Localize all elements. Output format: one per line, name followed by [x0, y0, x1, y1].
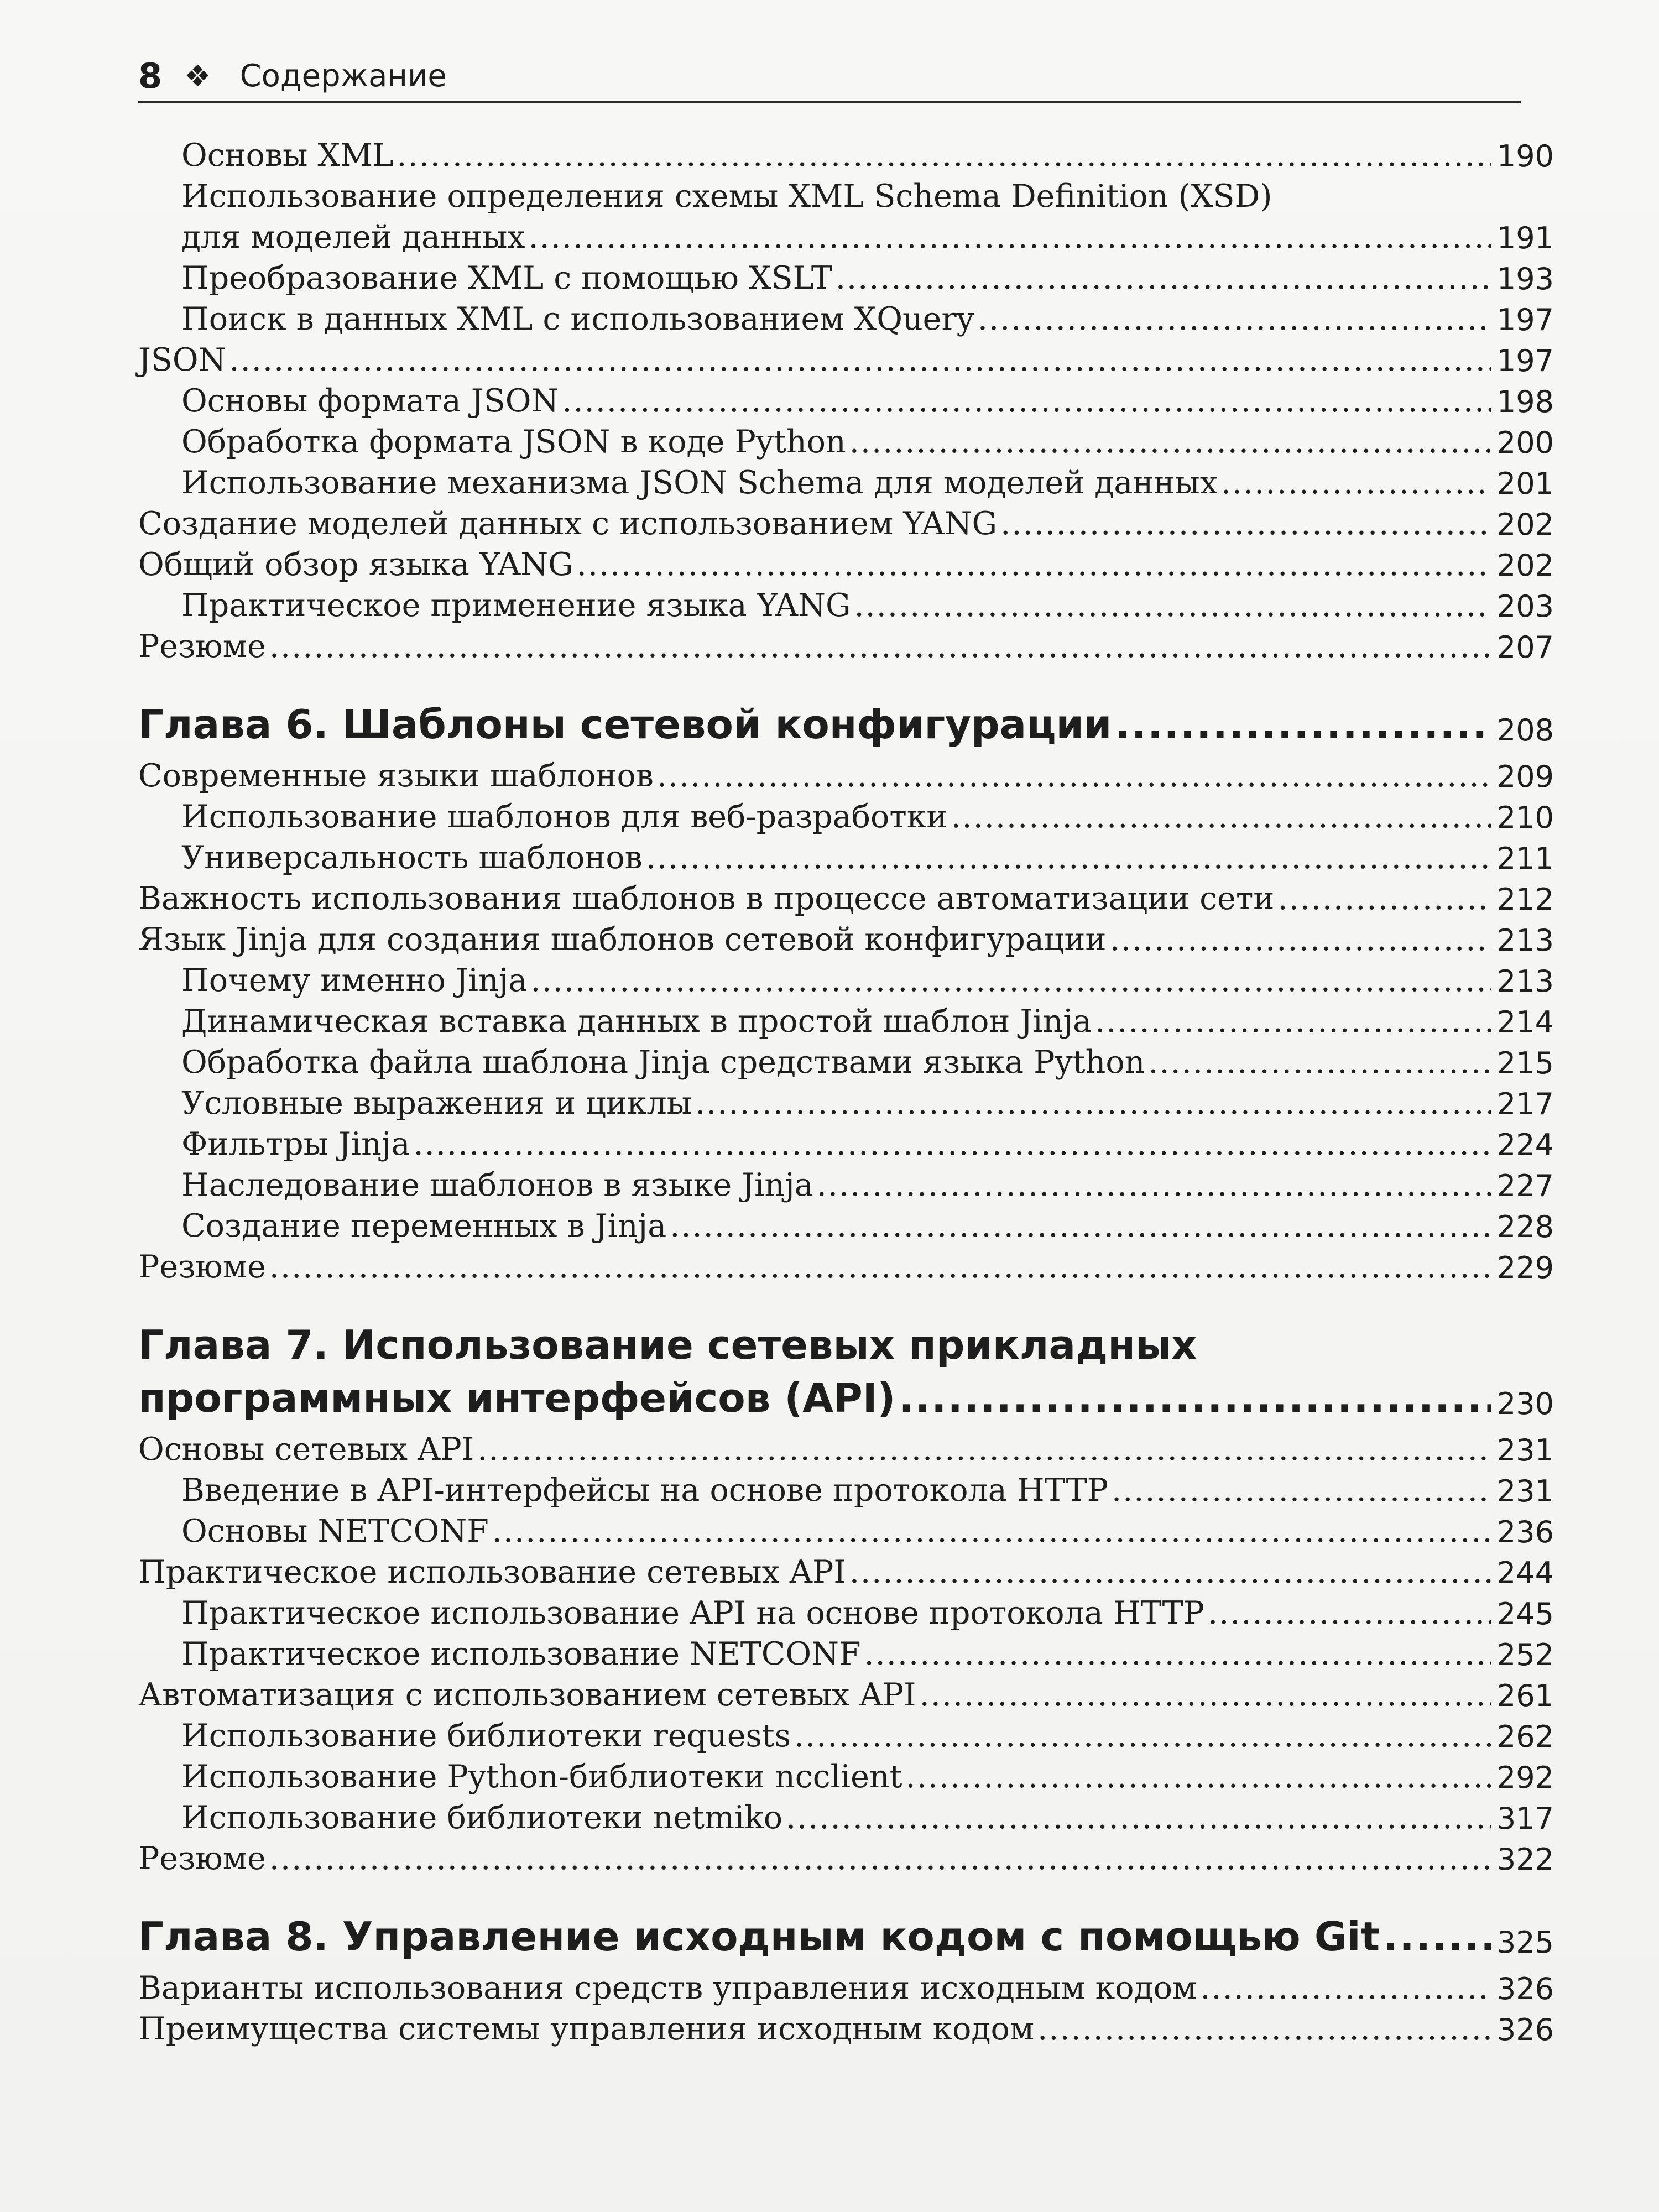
dot-leader	[577, 546, 1491, 583]
toc-entry-title: Важность использования шаблонов в процессе автоматизации сети	[138, 880, 1275, 917]
toc-entry	[138, 378, 1554, 419]
toc-entry-page: 227	[1496, 1168, 1554, 1203]
toc-entry-page: 229	[1496, 1250, 1554, 1285]
toc-entry-page: 197	[1496, 343, 1554, 378]
chapter-title: Глава 6. Шаблоны сетевой конфигурации	[138, 701, 1112, 748]
toc-entry-title: Основы NETCONF	[181, 1513, 489, 1550]
dot-leader	[1095, 1003, 1491, 1040]
dot-leader	[414, 1126, 1491, 1162]
toc-entry	[138, 1713, 1554, 1754]
toc-entry-title: Основы формата JSON	[181, 383, 559, 419]
dot-leader	[1112, 1472, 1491, 1509]
dot-leader	[695, 1085, 1491, 1121]
chapter-heading	[138, 1907, 1554, 1960]
dot-leader	[854, 587, 1491, 624]
toc-entry	[138, 1672, 1554, 1713]
toc-entry-title: Поиск в данных XML с использованием XQuery	[181, 301, 974, 337]
toc-entry-page: 197	[1496, 302, 1554, 337]
toc-entry	[138, 1162, 1554, 1203]
dot-leader	[1000, 505, 1491, 542]
dot-leader	[978, 301, 1491, 337]
dot-leader	[229, 342, 1491, 378]
toc-entry-page: 210	[1496, 800, 1554, 835]
toc-entry	[138, 1509, 1554, 1550]
toc-entry-title: Наследование шаблонов в языке Jinja	[181, 1167, 813, 1203]
toc-entry	[138, 1795, 1554, 1836]
toc-entry	[138, 1468, 1554, 1509]
toc-entry-title: Основы сетевых API	[138, 1431, 474, 1468]
toc-entry-page: 261	[1496, 1678, 1554, 1713]
dot-leader	[269, 1249, 1491, 1285]
table-of-contents	[138, 133, 1554, 2047]
dot-leader	[1200, 1970, 1491, 2006]
dot-leader	[657, 758, 1491, 794]
running-header	[138, 51, 1521, 103]
dot-leader	[529, 219, 1491, 255]
toc-entry	[138, 133, 1554, 174]
toc-entry-title: Практическое использование API на основе протокола HTTP	[181, 1595, 1205, 1631]
toc-entry-page: 215	[1496, 1046, 1554, 1081]
toc-entry-title: Практическое использование NETCONF	[181, 1636, 861, 1672]
toc-entry	[138, 1550, 1554, 1590]
dot-leader	[1148, 1044, 1491, 1081]
dot-leader	[646, 839, 1491, 876]
toc-entry	[138, 296, 1554, 337]
toc-entry	[138, 2006, 1554, 2047]
toc-entry	[138, 1427, 1554, 1468]
dot-leader	[1109, 921, 1491, 958]
chapter-page: 230	[1496, 1386, 1554, 1421]
toc-entry	[138, 174, 1554, 255]
toc-entry-page: 262	[1496, 1719, 1554, 1754]
dot-leader	[817, 1167, 1491, 1203]
chapter-title-line2: программных интерфейсов (API)	[138, 1375, 896, 1421]
toc-entry-title: Основы XML	[181, 137, 394, 174]
toc-entry-page: 245	[1496, 1597, 1554, 1631]
toc-entry-page: 213	[1496, 964, 1554, 999]
chapter-title: Глава 8. Управление исходным кодом с помощью Git	[138, 1913, 1380, 1960]
toc-entry-page: 200	[1496, 425, 1554, 460]
dot-leader	[269, 628, 1491, 665]
toc-entry-title: Использование механизма JSON Schema для моделей данных	[181, 465, 1218, 501]
toc-entry	[138, 835, 1554, 876]
dot-leader	[849, 1554, 1491, 1590]
toc-entry-page: 326	[1496, 2012, 1554, 2047]
dot-leader	[849, 424, 1491, 460]
toc-entry-title: Динамическая вставка данных в простой шаблон Jinja	[181, 1003, 1092, 1040]
chapter-page: 208	[1496, 713, 1554, 748]
toc-entry-page: 231	[1496, 1433, 1554, 1468]
chapter-heading	[138, 695, 1554, 748]
toc-entry-title: Универсальность шаблонов	[181, 839, 643, 876]
toc-entry-title: Варианты использования средств управления исходным кодом	[138, 1970, 1197, 2006]
dot-leader	[1115, 701, 1491, 748]
toc-entry	[138, 753, 1554, 794]
toc-entry-title: Использование библиотеки netmiko	[181, 1799, 783, 1836]
toc-entry-title: Создание моделей данных с использованием YANG	[138, 505, 998, 542]
toc-entry-page: 224	[1496, 1128, 1554, 1162]
toc-entry-page: 201	[1496, 466, 1554, 501]
dot-leader	[670, 1208, 1491, 1244]
toc-entry	[138, 1040, 1554, 1081]
toc-entry-title: Язык Jinja для создания шаблонов сетевой конфигурации	[138, 921, 1107, 958]
dot-leader	[836, 260, 1491, 296]
toc-entry	[138, 1965, 1554, 2006]
dot-leader	[1208, 1595, 1491, 1631]
toc-entry	[138, 876, 1554, 917]
toc-entry-page: 211	[1496, 841, 1554, 876]
toc-entry-title: Общий обзор языка YANG	[138, 546, 573, 583]
dot-leader	[1277, 880, 1491, 917]
toc-entry-title-line2: для моделей данных	[181, 219, 525, 255]
toc-entry	[138, 1631, 1554, 1672]
toc-entry-page: 198	[1496, 384, 1554, 419]
dot-leader	[397, 137, 1491, 174]
toc-entry-page: 252	[1496, 1637, 1554, 1672]
toc-entry-title: Почему именно Jinja	[181, 962, 528, 999]
dot-leader	[905, 1759, 1491, 1795]
toc-entry-title: Резюме	[138, 1249, 266, 1285]
toc-entry	[138, 1081, 1554, 1121]
toc-entry-page: 212	[1496, 882, 1554, 917]
dot-leader	[530, 962, 1491, 999]
toc-entry-page: 244	[1496, 1556, 1554, 1590]
dot-leader	[864, 1636, 1491, 1672]
toc-entry-page: 214	[1496, 1005, 1554, 1040]
toc-entry-page: 228	[1496, 1209, 1554, 1244]
toc-entry-title: Практическое применение языка YANG	[181, 587, 851, 624]
toc-entry-title: Использование библиотеки requests	[181, 1718, 791, 1754]
dot-leader	[492, 1513, 1491, 1550]
toc-entry-title: Автоматизация с использованием сетевых API	[138, 1677, 916, 1713]
toc-entry-page: 213	[1496, 923, 1554, 958]
toc-entry-page: 217	[1496, 1087, 1554, 1121]
dot-leader	[1037, 2011, 1491, 2047]
toc-entry-title: Преобразование XML с помощью XSLT	[181, 260, 832, 296]
toc-entry-page: 202	[1496, 548, 1554, 583]
toc-entry-title: Использование Python-библиотеки ncclient	[181, 1759, 902, 1795]
toc-entry-page: 209	[1496, 759, 1554, 794]
toc-entry-page: 193	[1496, 262, 1554, 296]
ornament-icon: ❖	[184, 58, 211, 93]
toc-entry	[138, 917, 1554, 958]
toc-entry-page: 202	[1496, 507, 1554, 542]
toc-entry-title: JSON	[138, 342, 226, 378]
toc-entry	[138, 1244, 1554, 1285]
dot-leader	[1383, 1913, 1491, 1960]
toc-entry	[138, 1590, 1554, 1631]
toc-entry	[138, 337, 1554, 378]
toc-entry-page: 236	[1496, 1515, 1554, 1550]
toc-entry-title: Фильтры Jinja	[181, 1126, 410, 1162]
toc-entry	[138, 1836, 1554, 1877]
toc-entry	[138, 255, 1554, 296]
toc-entry	[138, 542, 1554, 583]
dot-leader	[786, 1799, 1491, 1836]
dot-leader	[477, 1431, 1491, 1468]
chapter-page: 325	[1496, 1925, 1554, 1960]
dot-leader	[794, 1718, 1491, 1754]
toc-entry-page: 207	[1496, 630, 1554, 665]
toc-entry-page: 317	[1496, 1801, 1554, 1836]
toc-entry-title: Преимущества системы управления исходным кодом	[138, 2011, 1035, 2047]
toc-entry-page: 190	[1496, 139, 1554, 174]
toc-entry-page: 231	[1496, 1474, 1554, 1509]
toc-entry-title: Использование шаблонов для веб-разработки	[181, 799, 948, 835]
toc-entry-title-line1: Использование определения схемы XML Schema Definition (XSD)	[181, 178, 1272, 215]
running-title: Содержание	[239, 58, 447, 94]
toc-entry	[138, 624, 1554, 665]
toc-entry-title: Резюме	[138, 1840, 266, 1877]
toc-entry	[138, 419, 1554, 460]
dot-leader	[1221, 465, 1491, 501]
dot-leader	[562, 383, 1491, 419]
toc-entry	[138, 1121, 1554, 1162]
toc-entry-title: Обработка файла шаблона Jinja средствами языка Python	[181, 1044, 1145, 1081]
toc-entry	[138, 999, 1554, 1040]
toc-entry-page: 326	[1496, 1971, 1554, 2006]
toc-entry-title: Создание переменных в Jinja	[181, 1208, 667, 1244]
dot-leader	[269, 1840, 1491, 1877]
toc-entry	[138, 1754, 1554, 1795]
chapter-heading	[138, 1315, 1554, 1421]
dot-leader	[920, 1677, 1491, 1713]
toc-entry-title: Обработка формата JSON в коде Python	[181, 424, 846, 460]
toc-entry	[138, 1203, 1554, 1244]
toc-entry-title: Введение в API-интерфейсы на основе протокола HTTP	[181, 1472, 1108, 1509]
toc-entry-title: Практическое использование сетевых API	[138, 1554, 846, 1590]
chapter-title-line1: Глава 7. Использование сетевых прикладных	[138, 1322, 1197, 1368]
toc-entry-page: 322	[1496, 1842, 1554, 1877]
dot-leader	[951, 799, 1491, 835]
toc-entry	[138, 501, 1554, 542]
toc-entry	[138, 794, 1554, 835]
toc-entry-title: Условные выражения и циклы	[181, 1085, 692, 1121]
toc-entry-page: 203	[1496, 589, 1554, 624]
dot-leader	[899, 1375, 1491, 1421]
toc-entry-title: Современные языки шаблонов	[138, 758, 654, 794]
toc-entry-page: 292	[1496, 1760, 1554, 1795]
toc-entry-title: Резюме	[138, 628, 266, 665]
page-number: 8	[138, 55, 163, 96]
toc-entry	[138, 583, 1554, 624]
toc-entry-page: 191	[1496, 221, 1554, 255]
toc-entry	[138, 958, 1554, 999]
toc-entry	[138, 460, 1554, 501]
